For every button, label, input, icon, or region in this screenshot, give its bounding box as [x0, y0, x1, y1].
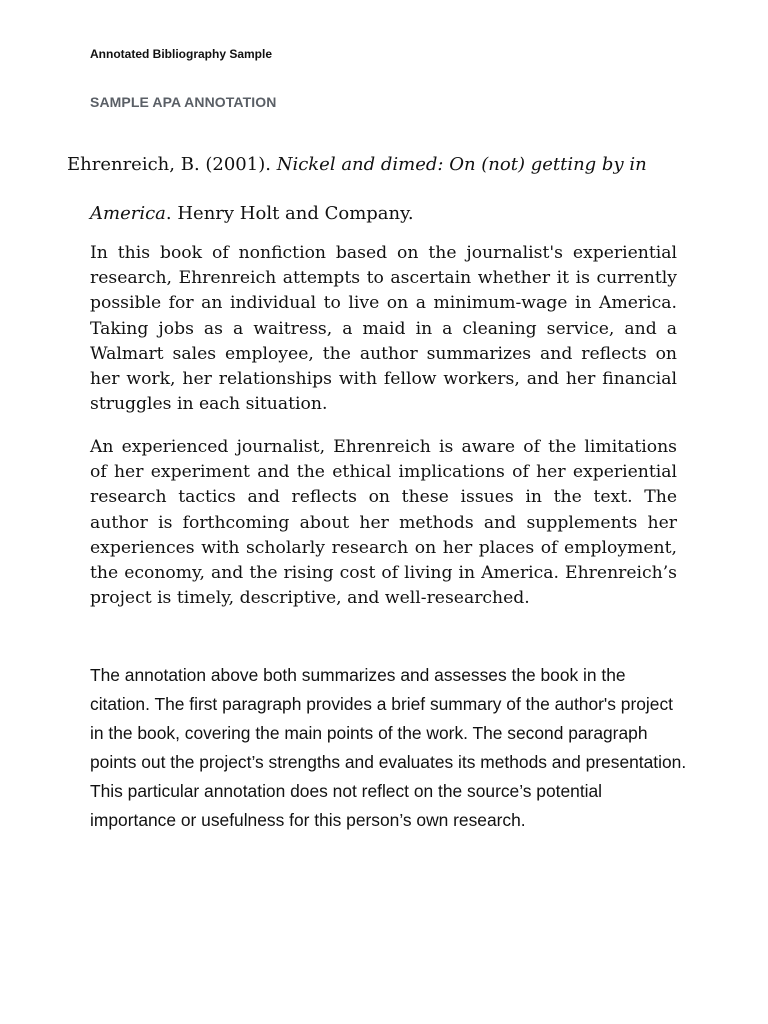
citation-second-line	[90, 203, 414, 224]
citation-first-line	[67, 154, 647, 175]
citation-publisher: . Henry Holt and Company.	[165, 203, 414, 224]
explanation-paragraph: The annotation above both summarizes and assesses the book in the citation. The first paragraph provides a brief summary of the author's project in the book, covering the main points of the work. The second paragraph points out the project’s strengths and evaluates its methods and presentation. This particular annotation does not reflect on the source’s potential importance or usefulness for this person’s own research.	[90, 665, 687, 830]
citation-title-part2: America	[90, 203, 166, 224]
citation-title-part1: Nickel and dimed: On (not) getting by in	[276, 154, 647, 175]
document-header-title: Annotated Bibliography Sample	[90, 47, 273, 61]
annotation-evaluation-paragraph: An experienced journalist, Ehrenreich is aware of the limitations of her experiment and the ethical implications of her experiential research tactics and reflects on these issues in the text. The author is forthcoming about her methods and supplements her experiences with scholarly research on her places of employment, the economy, and the rising cost of living in America. Ehrenreich’s project is timely, descriptive, and well-researched.	[90, 437, 677, 609]
section-heading: SAMPLE APA ANNOTATION	[90, 94, 277, 110]
citation-author-year: Ehrenreich, B. (2001).	[67, 154, 277, 175]
annotation-summary-paragraph: In this book of nonfiction based on the journalist's experiential research, Ehrenreich attempts to ascertain whether it is currently possible for an individual to live on a minimum-wage in America. Taking jobs as a waitress, a maid in a cleaning service, and a Walmart sales employee, the author summarizes and reflects on her work, her relationships with fellow workers, and her financial struggles in each situation.	[90, 243, 677, 415]
